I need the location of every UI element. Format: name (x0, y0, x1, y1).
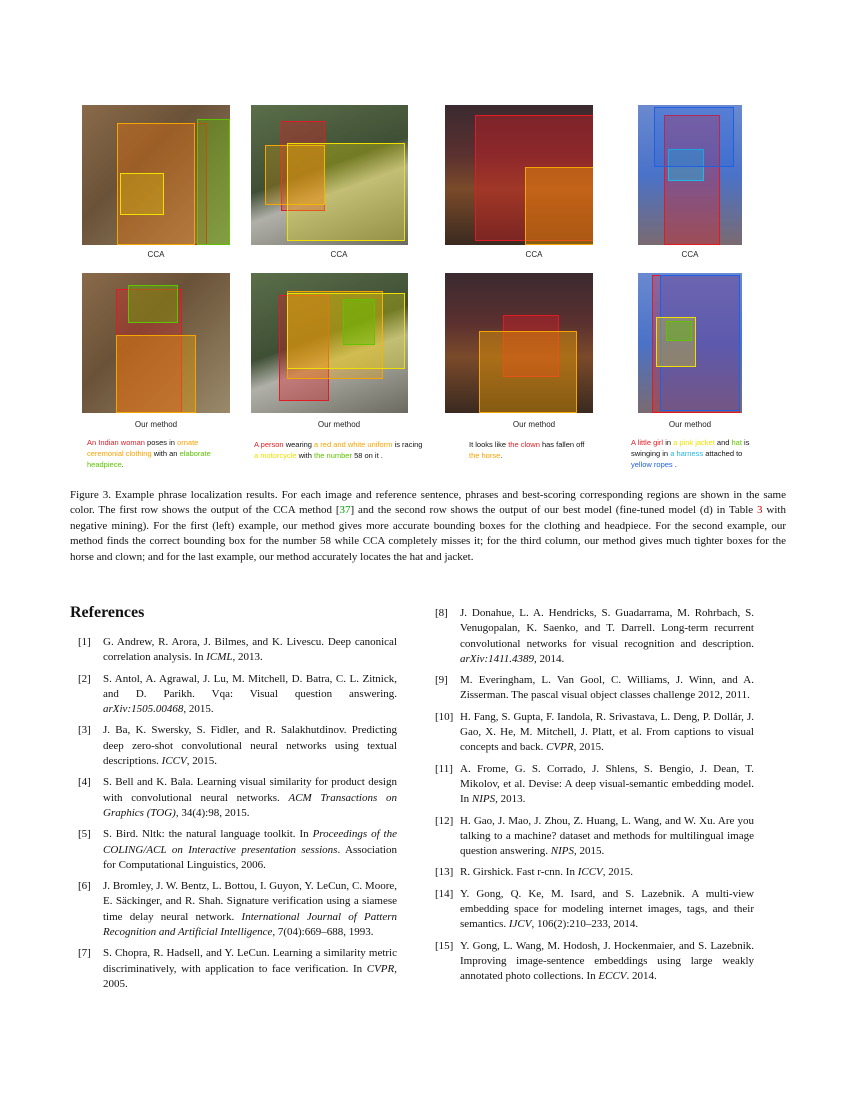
phrase: has fallen off (539, 440, 585, 449)
reference-text: , 2015. (186, 755, 217, 768)
reference-text: A. Frome, G. S. Corrado, J. Shlens, S. Bengio, J. Dean, T. Mikolov, et al. Devise: A deep visual-semantic embedding model. In (460, 762, 754, 806)
reference-text: , 2015. (602, 866, 634, 879)
reference-number: [11] (435, 762, 453, 775)
reference-venue: NIPS (471, 793, 496, 806)
image-dancer-ours (82, 273, 230, 413)
reference-number: [10] (435, 710, 454, 723)
bbox-number (343, 299, 375, 345)
reference-entry (427, 814, 754, 860)
bbox-clothing (116, 335, 196, 413)
phrase: with an (151, 449, 180, 458)
bbox-headpiece (197, 119, 230, 245)
references-heading: References (70, 604, 145, 621)
reference-text: , 106(2):210–233, 2014. (531, 918, 639, 931)
reference-number: [5] (78, 828, 91, 841)
reference-venue: arXiv:1505.00468 (103, 703, 184, 716)
reference-number: [7] (78, 947, 91, 960)
reference-text: , 2013. (495, 793, 526, 806)
reference-text: G. Andrew, R. Arora, J. Bilmes, and K. Livescu. Deep canonical correlation analysis. In (103, 636, 397, 664)
phrase: attached to (703, 449, 743, 458)
reference-text: J. Donahue, L. A. Hendricks, S. Guadarrama, M. Rohrbach, S. Venugopalan, K. Saenko, and T. Darrell. Long-term recurrent convolutional networks for visual recognition and description. (460, 607, 754, 650)
phrase: . (672, 460, 677, 469)
reference-entry (427, 939, 754, 985)
reference-entry (70, 827, 397, 873)
table-link[interactable]: 3 (757, 504, 763, 517)
phrase: A person (254, 440, 284, 449)
bbox-hat (666, 321, 692, 341)
label-cca-4: CCA (681, 250, 699, 259)
reference-entry (70, 723, 397, 769)
reference-venue: CVPR (366, 962, 395, 975)
sentence-4 (631, 437, 761, 470)
reference-text: , 2013. (232, 651, 263, 664)
reference-number: [12] (435, 814, 454, 827)
reference-number: [8] (435, 607, 448, 619)
bbox-horse (525, 167, 593, 245)
reference-venue: ICCV (161, 755, 187, 768)
phrase: the number (314, 451, 352, 460)
reference-text: Y. Gong, L. Wang, M. Hodosh, J. Hockenmaier, and S. Lazebnik. Improving image-sentence embeddings using large weakly annotated photo collections. In (460, 939, 754, 983)
phrase: a pink jacket (673, 438, 715, 447)
image-dancer-cca (82, 105, 230, 245)
reference-entry (427, 887, 754, 933)
reference-entry (70, 672, 397, 718)
bbox-headpiece (128, 285, 178, 323)
reference-text: S. Bell and K. Bala. Learning visual similarity for product design with convolutional neural networks. (103, 776, 397, 804)
reference-text: , 2014. (534, 652, 565, 665)
phrase: with (296, 451, 315, 460)
reference-text: S. Bird. Nltk: the natural language toolkit. In (103, 828, 313, 841)
phrase: poses in (144, 438, 178, 447)
reference-text: H. Fang, S. Gupta, F. Iandola, R. Srivastava, L. Deng, P. Dollár, J. Gao, X. He, M. Mitchell, J. Platt, et al. From captions to visual concepts and back. (460, 710, 754, 754)
reference-text: , 34(4):98, 2015. (175, 806, 250, 819)
phrase: . (121, 460, 124, 469)
reference-text: , 7(04):669–688, 1993. (272, 926, 374, 939)
reference-entry (427, 673, 754, 704)
reference-venue: ECCV (598, 970, 627, 983)
reference-text: Y. Gong, Q. Ke, M. Isard, and S. Lazebnik. A multi-view embedding space for modeling internet images, tags, and their semantics. (460, 887, 754, 931)
reference-number: [15] (435, 939, 454, 952)
phrase: the horse (469, 451, 501, 460)
reference-entry (427, 865, 754, 880)
phrase: and (714, 438, 732, 447)
reference-number: [3] (78, 724, 91, 737)
reference-venue: arXiv:1411.4389 (460, 652, 535, 665)
reference-entry (70, 775, 397, 821)
label-ours-4: Our method (668, 420, 712, 429)
references-right-column (427, 606, 754, 991)
reference-venue: International Journal of Pattern Recognition and Artificial Intelligence (103, 910, 398, 939)
reference-text: , 2015. (573, 845, 605, 858)
reference-text: , 2015. (573, 741, 604, 754)
phrase: a harness (670, 449, 704, 458)
phrase: 58 on it . (351, 451, 383, 460)
reference-text: S. Chopra, R. Hadsell, and Y. LeCun. Learning a similarity metric discriminatively, with application to face verification. In (103, 947, 397, 975)
reference-entry (427, 710, 754, 756)
reference-venue: ACM Transactions on Graphics (TOG) (103, 791, 397, 819)
reference-text: M. Everingham, L. Van Gool, C. Williams, J. Winn, and A. Zisserman. The pascal visual object classes challenge 2012, 2011. (460, 674, 754, 702)
caption-text: Figure 3. Example phrase localization results. For each image and reference sentence, phrases and best-scoring corresponding regions are shown in the same color. The first row shows the output of the CCA method [ (70, 489, 786, 517)
reference-text: J. Ba, K. Swersky, S. Fidler, and R. Salakhutdinov. Predicting deep zero-shot convolutional neural networks using textual descriptions. (103, 724, 397, 768)
image-swing-cca (638, 105, 742, 245)
phrase: is racing (392, 440, 423, 449)
bbox-horse (479, 331, 577, 413)
reference-number: [9] (435, 674, 448, 687)
reference-number: [6] (78, 880, 91, 893)
reference-entry (427, 762, 754, 808)
reference-number: [2] (78, 672, 91, 685)
reference-venue: IJCV (508, 918, 532, 931)
caption-text: ] and the second row shows the output of our best model (fine-tuned model (d) in Table (350, 504, 758, 517)
phrase: hat (731, 438, 742, 447)
reference-venue: Proceedings of the COLING/ACL on Interactive presentation sessions (103, 828, 397, 856)
reference-venue: ICML (206, 651, 233, 664)
phrase: is swinging in (631, 438, 750, 458)
phrase: It looks like (469, 440, 509, 449)
reference-number: [1] (78, 636, 91, 648)
label-ours-2: Our method (317, 420, 361, 429)
phrase: elaborate headpiece (87, 449, 211, 469)
reference-entry (427, 606, 754, 667)
phrase: a red and white uniform (314, 440, 393, 449)
reference-entry (70, 635, 397, 666)
bbox-motorcycle (287, 143, 405, 241)
bbox-small (120, 173, 164, 215)
image-horse-cca (445, 105, 593, 245)
image-horse-ours (445, 273, 593, 413)
reference-text: S. Antol, A. Agrawal, J. Lu, M. Mitchell, D. Batra, C. L. Zitnick, and D. Parikh. Vqa: Visual question answering. (103, 672, 397, 700)
phrase: ornate ceremonial clothing (87, 438, 199, 458)
image-moto-ours (251, 273, 408, 413)
reference-venue: NIPS (550, 845, 574, 858)
phrase: in (663, 438, 674, 447)
label-cca-3: CCA (525, 250, 543, 259)
reference-text: . 2014. (626, 970, 657, 983)
reference-text: , 2015. (183, 703, 214, 716)
reference-text: , 2005. (103, 962, 397, 990)
phrase: . (500, 451, 503, 460)
sentence-3 (469, 439, 589, 461)
references-left-column (70, 635, 397, 998)
reference-entry (70, 879, 397, 940)
phrase: A little girl (631, 438, 664, 447)
label-cca-1: CCA (147, 250, 165, 259)
citation-link[interactable]: 37 (339, 504, 351, 517)
label-ours-1: Our method (134, 420, 178, 429)
sentence-2 (254, 439, 424, 461)
reference-text: R. Girshick. Fast r-cnn. In (460, 866, 578, 879)
phrase: the clown (508, 440, 540, 449)
phrase: wearing (283, 440, 315, 449)
caption-text: with negative mining). For the first (left) example, our method gives more accurate bounding boxes for the clothing and headpiece. For the second example, our method finds the correct bounding box for the number 58 while CCA completely misses it; for the third column, our method gives much tighter boxes for the horse and clown; and for the last example, our method accurately locates the hat and jacket. (70, 504, 786, 563)
reference-text: J. Bromley, J. W. Bentz, L. Bottou, I. Guyon, Y. LeCun, C. Moore, E. Säckinger, and R. Shah. Signature verification using a siamese time delay neural network. (103, 880, 397, 923)
phrase: An Indian woman (87, 438, 145, 447)
image-swing-ours (638, 273, 742, 413)
reference-venue: ICCV (577, 866, 603, 879)
phrase: a motorcycle (254, 451, 297, 460)
reference-entry (70, 946, 397, 992)
reference-number: [4] (78, 776, 91, 789)
image-moto-cca (251, 105, 408, 245)
reference-text: . Association for Computational Linguistics, 2006. (103, 843, 397, 871)
reference-venue: CVPR (546, 741, 574, 754)
label-cca-2: CCA (330, 250, 348, 259)
phrase: yellow ropes (631, 460, 673, 469)
figure-caption (70, 488, 786, 565)
reference-text: H. Gao, J. Mao, J. Zhou, Z. Huang, L. Wang, and W. Xu. Are you talking to a machine? dataset and methods for multilingual image question answering. (460, 814, 754, 858)
sentence-1 (87, 437, 237, 470)
bbox-ropes (654, 107, 734, 167)
reference-number: [14] (435, 887, 454, 900)
label-ours-3: Our method (512, 420, 556, 429)
reference-number: [13] (435, 866, 454, 879)
